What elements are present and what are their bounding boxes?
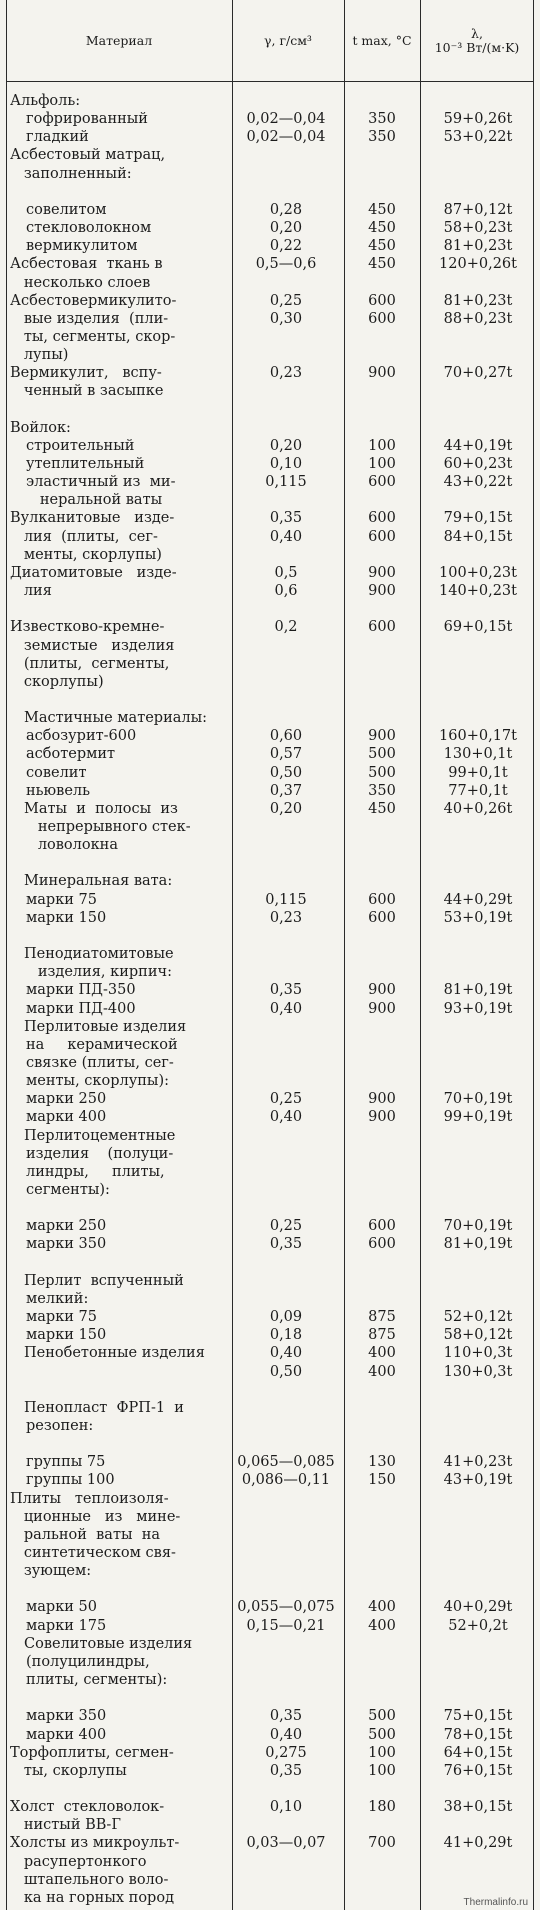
material-cell: утеплительный — [26, 456, 145, 472]
material-cell: Пенодиатомитовые — [24, 946, 174, 963]
tmax-cell: 400 — [368, 1599, 396, 1616]
density-cell: 0,28 — [269, 201, 303, 218]
tmax-cell: 900 — [368, 1000, 396, 1017]
material-cell: совелитом — [26, 201, 107, 218]
density-cell: 0,20 — [269, 800, 303, 817]
material-cell: лупы) — [10, 347, 69, 364]
tmax-cell: 875 — [368, 1327, 396, 1344]
conductivity-cell: 44+0,29t — [443, 891, 513, 908]
tmax-cell: 450 — [368, 256, 396, 273]
tmax-cell: 350 — [368, 111, 396, 128]
table-header — [6, 0, 534, 82]
conductivity-cell: 140+0,23t — [439, 583, 517, 600]
conductivity-cell: 58+0,23t — [443, 220, 513, 237]
material-cell: ка на горных пород — [10, 1889, 174, 1906]
material-cell: расупертонкого — [10, 1853, 147, 1870]
material-cell: марки 350 — [26, 1708, 107, 1725]
material-cell: лия — [10, 583, 52, 600]
column-rule — [344, 0, 345, 1910]
density-cell: 0,40 — [269, 528, 303, 545]
conductivity-cell: 52+0,2t — [448, 1617, 508, 1634]
conductivity-cell: 52+0,12t — [443, 1309, 513, 1326]
tmax-cell: 600 — [368, 1236, 396, 1253]
density-cell: 0,35 — [269, 1762, 303, 1779]
density-cell: 0,40 — [269, 1345, 303, 1362]
density-cell: 0,35 — [269, 510, 303, 527]
tmax-cell: 450 — [368, 201, 396, 218]
material-cell: Совелитовые изделия — [24, 1635, 193, 1652]
material-cell: связке (плиты, сег- — [26, 1054, 174, 1071]
material-cell: (полуцилиндры, — [26, 1653, 150, 1670]
tmax-cell: 500 — [368, 764, 396, 781]
tmax-cell: 900 — [368, 1091, 396, 1108]
conductivity-cell: 58+0,12t — [443, 1327, 513, 1344]
material-cell: Холст стекловолок- — [10, 1799, 165, 1816]
header-lambda: λ, 10⁻³ Вт/(м·K) — [434, 25, 520, 55]
density-cell: 0,35 — [269, 982, 303, 999]
conductivity-cell: 93+0,19t — [443, 1000, 513, 1017]
tmax-cell: 600 — [368, 891, 396, 908]
density-cell: 0,10 — [269, 456, 303, 472]
material-cell: изделия (полуци- — [26, 1145, 174, 1162]
material-cell: вермикулитом — [26, 238, 138, 255]
density-cell: 0,25 — [269, 1218, 303, 1235]
material-cell: Асбестовермикулито- — [10, 292, 177, 309]
density-cell: 0,35 — [269, 1236, 303, 1253]
tmax-cell: 900 — [368, 982, 396, 999]
material-cell: марки 50 — [26, 1599, 97, 1616]
material-cell: стекловолокном — [26, 220, 152, 237]
material-cell: сегменты): — [26, 1182, 110, 1198]
conductivity-cell: 41+0,23t — [443, 1454, 513, 1471]
tmax-cell: 400 — [368, 1363, 396, 1380]
material-cell: ты, сегменты, скор- — [10, 328, 176, 345]
material-cell: непрерывного стек- — [24, 819, 191, 835]
conductivity-cell: 43+0,19t — [443, 1472, 513, 1489]
density-cell: 0,5 — [274, 564, 298, 581]
conductivity-cell: 53+0,22t — [443, 129, 513, 146]
density-cell: 0,25 — [269, 292, 303, 309]
tmax-cell: 450 — [368, 238, 396, 255]
material-cell: ральной ваты на — [10, 1526, 161, 1543]
density-cell: 0,275 — [265, 1744, 307, 1761]
material-cell: группы 75 — [26, 1454, 106, 1471]
tmax-cell: 150 — [368, 1472, 396, 1489]
tmax-cell: 900 — [368, 564, 396, 581]
conductivity-cell: 40+0,26t — [443, 800, 513, 817]
conductivity-cell: 130+0,1t — [443, 746, 513, 763]
material-cell: Перлитоцементные — [24, 1127, 176, 1144]
conductivity-cell: 64+0,15t — [443, 1744, 513, 1761]
material-cell: Войлок: — [10, 419, 71, 436]
density-cell: 0,02—0,04 — [246, 111, 326, 128]
material-cell: Перлитовые изделия — [24, 1018, 187, 1035]
tmax-cell: 600 — [368, 909, 396, 926]
tmax-cell: 100 — [368, 456, 396, 472]
density-cell: 0,18 — [269, 1327, 303, 1344]
tmax-cell: 900 — [368, 365, 396, 382]
header-tmax: t max, °C — [352, 32, 412, 48]
material-cell: линдры, плиты, — [26, 1163, 165, 1180]
material-cell: гладкий — [26, 129, 89, 146]
conductivity-cell: 81+0,23t — [443, 238, 513, 255]
density-cell: 0,35 — [269, 1708, 303, 1725]
table-page — [6, 0, 534, 1910]
density-cell: 0,40 — [269, 1000, 303, 1017]
density-cell: 0,6 — [274, 583, 298, 600]
material-cell: Асбестовый матрац, — [10, 147, 166, 164]
material-cell: строительный — [26, 437, 135, 454]
tmax-cell: 600 — [368, 474, 396, 491]
material-cell: Пенобетонные изделия — [24, 1345, 205, 1362]
density-cell: 0,065—0,085 — [237, 1454, 335, 1471]
material-cell: лия (плиты, сег- — [10, 528, 158, 545]
conductivity-cell: 60+0,23t — [443, 456, 513, 472]
column-rule — [420, 0, 421, 1910]
material-cell: Известково-кремне- — [10, 619, 165, 636]
material-cell: ционные из мине- — [10, 1508, 181, 1525]
material-cell: штапельного воло- — [10, 1871, 169, 1888]
tmax-cell: 875 — [368, 1309, 396, 1326]
conductivity-cell: 38+0,15t — [443, 1799, 513, 1816]
header-material: Материал — [85, 32, 153, 48]
watermark: Thermalinfo.ru — [463, 1897, 528, 1908]
tmax-cell: 600 — [368, 310, 396, 327]
conductivity-cell: 99+0,1t — [448, 764, 508, 781]
conductivity-cell: 88+0,23t — [443, 310, 513, 327]
material-cell: марки ПД-350 — [26, 982, 136, 999]
material-cell: Диатомитовые изде- — [10, 564, 177, 581]
material-cell: Минеральная вата: — [24, 873, 173, 890]
material-cell: нистый ВВ-Г — [10, 1817, 121, 1834]
tmax-cell: 700 — [368, 1835, 396, 1852]
conductivity-cell: 76+0,15t — [443, 1762, 513, 1779]
material-cell: асбозурит-600 — [26, 728, 137, 745]
density-cell: 0,22 — [269, 238, 303, 255]
conductivity-cell: 120+0,26t — [439, 256, 517, 273]
material-cell: ты, скорлупы — [10, 1762, 127, 1779]
tmax-cell: 350 — [368, 129, 396, 146]
tmax-cell: 450 — [368, 800, 396, 817]
conductivity-cell: 81+0,19t — [443, 1236, 513, 1253]
material-cell: марки 175 — [26, 1617, 107, 1634]
material-cell: марки 400 — [26, 1726, 107, 1743]
density-cell: 0,10 — [269, 1799, 303, 1816]
material-cell: марки ПД-400 — [26, 1000, 136, 1017]
density-cell: 0,23 — [269, 365, 303, 382]
material-cell: Торфоплиты, сегмен- — [10, 1744, 174, 1761]
conductivity-cell: 79+0,15t — [443, 510, 513, 527]
material-cell: группы 100 — [26, 1472, 115, 1489]
conductivity-cell: 70+0,27t — [443, 365, 513, 382]
tmax-cell: 400 — [368, 1345, 396, 1362]
material-cell: изделия, кирпич: — [24, 964, 172, 981]
tmax-cell: 100 — [368, 1762, 396, 1779]
conductivity-cell: 100+0,23t — [439, 564, 517, 581]
material-cell: Холсты из микроульт- — [10, 1835, 180, 1852]
tmax-cell: 500 — [368, 746, 396, 763]
material-cell: вые изделия (пли- — [10, 310, 169, 327]
conductivity-cell: 59+0,26t — [443, 111, 513, 128]
conductivity-cell: 130+0,3t — [443, 1363, 513, 1380]
tmax-cell: 600 — [368, 1218, 396, 1235]
density-cell: 0,15—0,21 — [246, 1617, 326, 1634]
material-cell: Плиты теплоизоля- — [10, 1490, 169, 1507]
density-cell: 0,60 — [269, 728, 303, 745]
tmax-cell: 900 — [368, 1109, 396, 1126]
material-cell: Асбестовая ткань в — [10, 256, 163, 273]
density-cell: 0,57 — [269, 746, 303, 763]
density-cell: 0,115 — [265, 891, 307, 908]
material-cell: марки 150 — [26, 909, 107, 926]
material-cell: марки 250 — [26, 1218, 107, 1235]
density-cell: 0,40 — [269, 1109, 303, 1126]
header-gamma: γ, г/см³ — [264, 32, 312, 48]
material-cell: ньювель — [26, 782, 91, 799]
material-cell: неральной ваты — [26, 492, 163, 509]
tmax-cell: 100 — [368, 437, 396, 454]
density-cell: 0,37 — [269, 782, 303, 799]
density-cell: 0,115 — [265, 474, 307, 491]
material-cell: гофрированный — [26, 111, 148, 128]
tmax-cell: 500 — [368, 1708, 396, 1725]
conductivity-cell: 78+0,15t — [443, 1726, 513, 1743]
tmax-cell: 900 — [368, 583, 396, 600]
material-cell: зующем: — [10, 1563, 92, 1580]
column-rule — [6, 0, 7, 1910]
material-cell: марки 75 — [26, 1309, 97, 1326]
density-cell: 0,50 — [269, 1363, 303, 1380]
tmax-cell: 180 — [368, 1799, 396, 1816]
density-cell: 0,30 — [269, 310, 303, 327]
density-cell: 0,40 — [269, 1726, 303, 1743]
material-cell: Альфоль: — [10, 93, 81, 109]
material-cell: менты, скорлупы) — [10, 546, 162, 563]
material-cell: синтетическом свя- — [10, 1545, 176, 1561]
conductivity-cell: 41+0,29t — [443, 1835, 513, 1852]
conductivity-cell: 77+0,1t — [448, 782, 508, 799]
tmax-cell: 450 — [368, 220, 396, 237]
tmax-cell: 350 — [368, 782, 396, 799]
conductivity-cell: 69+0,15t — [443, 619, 513, 636]
material-cell: на керамической — [26, 1036, 178, 1053]
conductivity-cell: 70+0,19t — [443, 1091, 513, 1108]
material-cell: марки 75 — [26, 891, 97, 908]
density-cell: 0,02—0,04 — [246, 129, 326, 146]
material-cell: Вулканитовые изде- — [10, 510, 175, 527]
material-cell: ловолокна — [24, 837, 118, 854]
material-cell: марки 400 — [26, 1109, 107, 1126]
material-cell: Вермикулит, вспу- — [10, 365, 162, 382]
conductivity-cell: 75+0,15t — [443, 1708, 513, 1725]
material-cell: несколько слоев — [10, 274, 151, 291]
tmax-cell: 600 — [368, 292, 396, 309]
density-cell: 0,25 — [269, 1091, 303, 1108]
material-cell: совелит — [26, 764, 87, 781]
density-cell: 0,5—0,6 — [255, 256, 317, 273]
conductivity-cell: 84+0,15t — [443, 528, 513, 545]
density-cell: 0,086—0,11 — [241, 1472, 331, 1489]
conductivity-cell: 44+0,19t — [443, 437, 513, 454]
material-cell: земистые изделия — [10, 637, 175, 654]
material-cell: Мастичные материалы: — [24, 710, 208, 727]
material-cell: заполненный: — [10, 165, 132, 182]
density-cell: 0,2 — [274, 619, 298, 636]
material-cell: эластичный из ми- — [26, 474, 176, 491]
conductivity-cell: 81+0,23t — [443, 292, 513, 309]
conductivity-cell: 99+0,19t — [443, 1109, 513, 1126]
tmax-cell: 600 — [368, 510, 396, 527]
material-cell: Маты и полосы из — [24, 800, 178, 817]
material-cell: скорлупы) — [10, 673, 104, 690]
tmax-cell: 500 — [368, 1726, 396, 1743]
header-divider — [6, 81, 534, 82]
material-cell: марки 350 — [26, 1236, 107, 1253]
material-cell: плиты, сегменты): — [26, 1672, 168, 1689]
density-cell: 0,055—0,075 — [237, 1599, 335, 1616]
material-cell: менты, скорлупы): — [26, 1073, 169, 1090]
tmax-cell: 900 — [368, 728, 396, 745]
density-cell: 0,03—0,07 — [246, 1835, 326, 1852]
material-cell: Пенопласт ФРП-1 и — [24, 1399, 184, 1416]
conductivity-cell: 43+0,22t — [443, 474, 513, 491]
conductivity-cell: 53+0,19t — [443, 909, 513, 926]
material-cell: резопен: — [26, 1417, 94, 1434]
material-cell: (плиты, сегменты, — [10, 655, 170, 672]
tmax-cell: 400 — [368, 1617, 396, 1634]
tmax-cell: 600 — [368, 619, 396, 636]
conductivity-cell: 70+0,19t — [443, 1218, 513, 1235]
material-cell: марки 250 — [26, 1091, 107, 1108]
tmax-cell: 600 — [368, 528, 396, 545]
conductivity-cell: 40+0,29t — [443, 1599, 513, 1616]
conductivity-cell: 160+0,17t — [439, 728, 517, 745]
material-cell: асботермит — [26, 746, 116, 763]
material-cell: ченный в засыпке — [10, 383, 164, 400]
conductivity-cell: 81+0,19t — [443, 982, 513, 999]
conductivity-cell: 87+0,12t — [443, 201, 513, 218]
tmax-cell: 100 — [368, 1744, 396, 1761]
density-cell: 0,23 — [269, 909, 303, 926]
tmax-cell: 130 — [368, 1454, 396, 1471]
material-cell: Перлит вспученный — [24, 1272, 184, 1289]
material-cell: марки 150 — [26, 1327, 107, 1344]
conductivity-cell: 110+0,3t — [443, 1345, 513, 1362]
density-cell: 0,50 — [269, 764, 303, 781]
material-cell: мелкий: — [26, 1290, 89, 1307]
density-cell: 0,20 — [269, 437, 303, 454]
density-cell: 0,09 — [269, 1309, 303, 1326]
density-cell: 0,20 — [269, 220, 303, 237]
